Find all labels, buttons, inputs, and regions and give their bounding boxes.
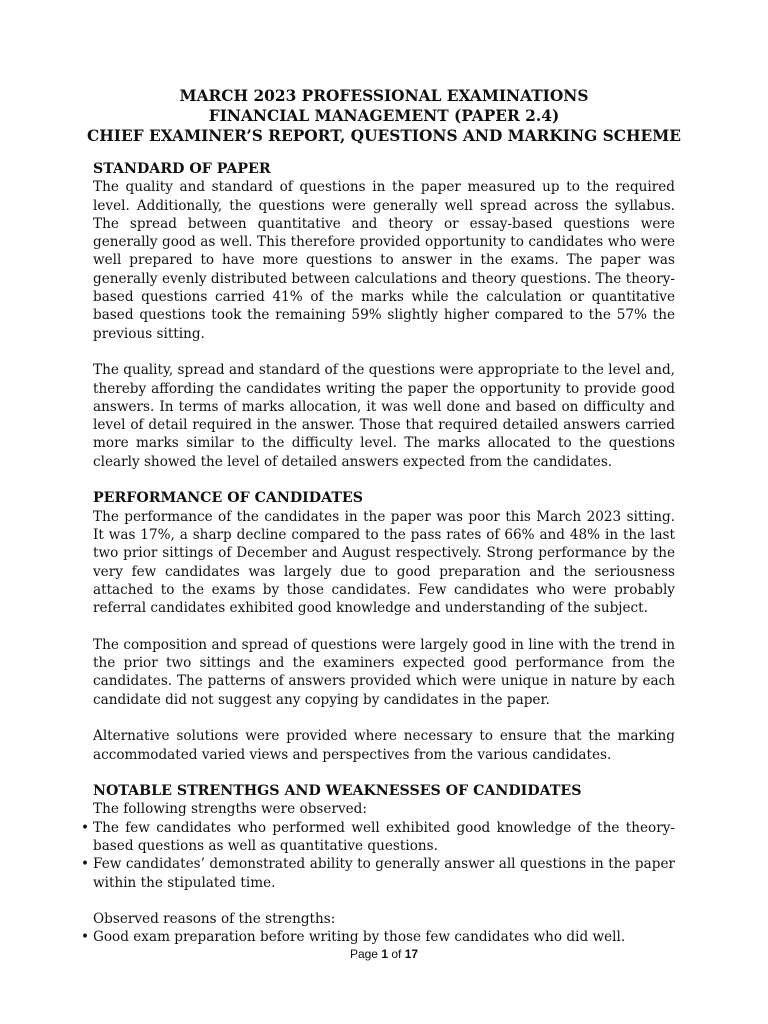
- bullet-icon: •: [81, 929, 90, 946]
- section-heading-standard: STANDARD OF PAPER: [93, 161, 271, 177]
- page-footer: [0, 946, 768, 962]
- standard-paragraph-1: The quality and standard of questions in the paper measured up to the required level. Additionally, the questions were generally well spread across the syllabus. The spread between quantitative and theory or essay-based questions were generally good as well. This therefore provided opportunity to candidates who were well prepared to have more questions to answer in the exams. The paper was generally evenly distributed between calculations and theory questions. The theory-based questions carried 41% of the marks while the calculation or quantitative based questions took the remaining 59% slightly higher compared to the 57% the previous sitting.: [93, 179, 675, 342]
- paragraph-spacer: [93, 617, 675, 635]
- section-heading-performance: PERFORMANCE OF CANDIDATES: [93, 490, 363, 507]
- paragraph-spacer: [93, 709, 675, 727]
- list-item: [81, 819, 675, 856]
- page-number: 1: [381, 947, 388, 961]
- paragraph-spacer: [93, 892, 675, 910]
- title-line-2: FINANCIAL MANAGEMENT (PAPER 2.4): [208, 107, 560, 125]
- list-item-text: The few candidates who performed well exhibited good knowledge of the theory-based questions as well as quantitative questions.: [93, 819, 675, 854]
- title-line-3: CHIEF EXAMINER’S REPORT, QUESTIONS AND MARKING SCHEME: [87, 127, 681, 145]
- title-line-1: MARCH 2023 PROFESSIONAL EXAMINATIONS: [179, 87, 589, 105]
- performance-paragraph-1: The performance of the candidates in the paper was poor this March 2023 sitting. It was 17%, a sharp decline compared to the pass rates of 66% and 48% in the last two prior sittings of December and August respectively. Strong performance by the very few candidates was largely due to good preparation and the seriousness attached to the exams by those candidates. Few candidates who were probably referral candidates exhibited good knowledge and understanding of the subject.: [93, 508, 675, 617]
- section-spacer: [93, 764, 675, 782]
- document-title: [0, 86, 768, 146]
- list-item-text: Few candidates’ demonstrated ability to generally answer all questions in the paper within the stipulated time.: [93, 856, 675, 891]
- section-heading-strengths: NOTABLE STRENTHGS AND WEAKNESSES OF CANDIDATES: [93, 783, 582, 800]
- list-item: [81, 928, 675, 946]
- strengths-weaknesses-section: [81, 782, 675, 947]
- list-item: [81, 855, 675, 892]
- bullet-icon: •: [81, 819, 90, 836]
- performance-section: [93, 489, 675, 763]
- strengths-list: [81, 819, 675, 892]
- section-spacer: [93, 471, 675, 489]
- bullet-icon: •: [81, 856, 90, 873]
- paragraph-spacer: [93, 343, 675, 361]
- reasons-intro: Observed reasons of the strengths:: [93, 911, 336, 928]
- of-word: of: [391, 947, 402, 961]
- total-pages: 17: [404, 947, 419, 961]
- page-word: Page: [349, 947, 378, 961]
- list-item-text: Good exam preparation before writing by those few candidates who did well.: [93, 929, 626, 946]
- document-body: [81, 160, 675, 947]
- standard-paragraph-2: The quality, spread and standard of the questions were appropriate to the level and, thereby affording the candidates writing the paper the opportunity to provide good answers. In terms of marks allocation, it was well done and based on difficulty and level of detail required in the answer. Those that required detailed answers carried more marks similar to the difficulty level. The marks allocated to the questions clearly showed the level of detailed answers expected from the candidates.: [93, 362, 675, 470]
- strengths-intro: The following strengths were observed:: [93, 801, 367, 818]
- reasons-list: [81, 928, 675, 946]
- standard-of-paper-section: [93, 160, 675, 471]
- performance-paragraph-3: Alternative solutions were provided where necessary to ensure that the marking accommodated varied views and perspectives from the various candidates.: [93, 728, 675, 763]
- performance-paragraph-2: The composition and spread of questions were largely good in line with the trend in the prior two sittings and the examiners expected good performance from the candidates. The patterns of answers provided which were unique in nature by each candidate did not suggest any copying by candidates in the paper.: [93, 636, 675, 708]
